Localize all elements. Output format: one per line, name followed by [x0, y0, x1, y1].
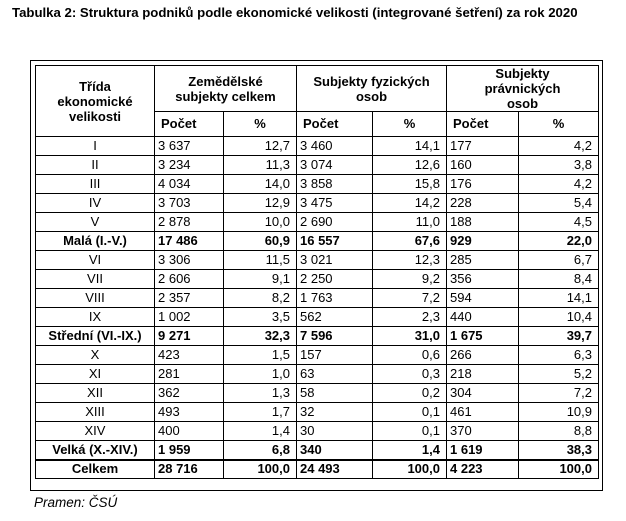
table-row: [36, 308, 599, 327]
header-group-natural: Subjekty fyzických osob: [297, 66, 447, 112]
class-cell: II: [36, 156, 155, 175]
count-cell: 4 034: [155, 175, 224, 194]
pct-cell: 1,5: [224, 346, 297, 365]
pct-cell: 1,4: [373, 441, 447, 460]
count-cell: 400: [155, 422, 224, 441]
count-cell: 370: [447, 422, 519, 441]
count-cell: 3 074: [297, 156, 373, 175]
table-frame: [30, 60, 603, 491]
count-cell: 304: [447, 384, 519, 403]
table-row: [36, 422, 599, 441]
table-row: [36, 194, 599, 213]
class-cell: Velká (X.-XIV.): [36, 441, 155, 460]
count-cell: 2 606: [155, 270, 224, 289]
count-cell: 440: [447, 308, 519, 327]
pct-cell: 14,0: [224, 175, 297, 194]
count-cell: 461: [447, 403, 519, 422]
caption-title: Struktura podniků podle ekonomické velikosti (integrované šetření) za rok 2020: [79, 5, 578, 20]
count-cell: 24 493: [297, 460, 373, 479]
pct-cell: 22,0: [519, 232, 599, 251]
count-cell: 218: [447, 365, 519, 384]
pct-cell: 60,9: [224, 232, 297, 251]
count-cell: 9 271: [155, 327, 224, 346]
pct-cell: 31,0: [373, 327, 447, 346]
table-row: [36, 251, 599, 270]
count-cell: 32: [297, 403, 373, 422]
count-cell: 423: [155, 346, 224, 365]
pct-cell: 0,2: [373, 384, 447, 403]
count-cell: 30: [297, 422, 373, 441]
pct-cell: 0,3: [373, 365, 447, 384]
pct-cell: 12,3: [373, 251, 447, 270]
count-cell: 228: [447, 194, 519, 213]
class-cell: VI: [36, 251, 155, 270]
pct-cell: 7,2: [373, 289, 447, 308]
pct-cell: 12,6: [373, 156, 447, 175]
count-cell: 28 716: [155, 460, 224, 479]
count-cell: 266: [447, 346, 519, 365]
class-cell: VII: [36, 270, 155, 289]
pct-cell: 1,3: [224, 384, 297, 403]
count-cell: 3 637: [155, 137, 224, 156]
pct-cell: 12,9: [224, 194, 297, 213]
count-cell: 3 234: [155, 156, 224, 175]
count-cell: 356: [447, 270, 519, 289]
pct-cell: 100,0: [519, 460, 599, 479]
pct-cell: 14,2: [373, 194, 447, 213]
count-cell: 362: [155, 384, 224, 403]
table-row-subtotal: [36, 460, 599, 479]
pct-cell: 67,6: [373, 232, 447, 251]
pct-cell: 9,1: [224, 270, 297, 289]
pct-cell: 1,4: [224, 422, 297, 441]
pct-cell: 10,9: [519, 403, 599, 422]
pct-cell: 8,8: [519, 422, 599, 441]
class-cell: IX: [36, 308, 155, 327]
count-cell: 16 557: [297, 232, 373, 251]
size-structure-table: [35, 65, 599, 479]
count-cell: 63: [297, 365, 373, 384]
count-cell: 562: [297, 308, 373, 327]
table-row: [36, 156, 599, 175]
pct-cell: 0,1: [373, 422, 447, 441]
count-cell: 177: [447, 137, 519, 156]
table-row: [36, 137, 599, 156]
class-cell: XIV: [36, 422, 155, 441]
class-cell: Malá (I.-V.): [36, 232, 155, 251]
pct-cell: 5,4: [519, 194, 599, 213]
class-cell: Celkem: [36, 460, 155, 479]
count-cell: 594: [447, 289, 519, 308]
table-row-subtotal: [36, 327, 599, 346]
count-cell: 160: [447, 156, 519, 175]
class-cell: Střední (VI.-IX.): [36, 327, 155, 346]
count-cell: 285: [447, 251, 519, 270]
pct-cell: 100,0: [224, 460, 297, 479]
pct-cell: 4,2: [519, 175, 599, 194]
count-cell: 188: [447, 213, 519, 232]
count-cell: 1 675: [447, 327, 519, 346]
header-group-total: Zemědělské subjekty celkem: [155, 66, 297, 112]
pct-cell: 15,8: [373, 175, 447, 194]
table-row: [36, 213, 599, 232]
pct-cell: 2,3: [373, 308, 447, 327]
table-row: [36, 346, 599, 365]
pct-cell: 39,7: [519, 327, 599, 346]
pct-cell: 8,4: [519, 270, 599, 289]
table-row: [36, 175, 599, 194]
count-cell: 2 690: [297, 213, 373, 232]
pct-cell: 6,3: [519, 346, 599, 365]
class-cell: X: [36, 346, 155, 365]
count-cell: 281: [155, 365, 224, 384]
pct-cell: 4,2: [519, 137, 599, 156]
count-cell: 2 250: [297, 270, 373, 289]
caption-label: Tabulka 2:: [12, 5, 77, 20]
count-cell: 7 596: [297, 327, 373, 346]
count-cell: 17 486: [155, 232, 224, 251]
pct-cell: 14,1: [519, 289, 599, 308]
pct-cell: 7,2: [519, 384, 599, 403]
pct-cell: 8,2: [224, 289, 297, 308]
source-note: Pramen: ČSÚ: [34, 495, 118, 510]
table-row: [36, 365, 599, 384]
class-cell: IV: [36, 194, 155, 213]
count-cell: 493: [155, 403, 224, 422]
pct-cell: 5,2: [519, 365, 599, 384]
pct-cell: 4,5: [519, 213, 599, 232]
count-cell: 929: [447, 232, 519, 251]
pct-cell: 0,1: [373, 403, 447, 422]
header-count: Počet: [297, 112, 373, 137]
count-cell: 157: [297, 346, 373, 365]
table-row: [36, 384, 599, 403]
count-cell: 3 021: [297, 251, 373, 270]
pct-cell: 11,5: [224, 251, 297, 270]
header-group-legal: Subjekty právnických osob: [447, 66, 599, 112]
class-cell: VIII: [36, 289, 155, 308]
pct-cell: 10,0: [224, 213, 297, 232]
count-cell: 58: [297, 384, 373, 403]
pct-cell: 3,8: [519, 156, 599, 175]
pct-cell: 11,0: [373, 213, 447, 232]
class-cell: XIII: [36, 403, 155, 422]
table-row-subtotal: [36, 232, 599, 251]
pct-cell: 3,5: [224, 308, 297, 327]
pct-cell: 32,3: [224, 327, 297, 346]
class-cell: XI: [36, 365, 155, 384]
table-row: [36, 289, 599, 308]
count-cell: 3 703: [155, 194, 224, 213]
pct-cell: 10,4: [519, 308, 599, 327]
pct-cell: 0,6: [373, 346, 447, 365]
table-row-subtotal: [36, 441, 599, 460]
class-cell: III: [36, 175, 155, 194]
header-count: Počet: [155, 112, 224, 137]
count-cell: 3 858: [297, 175, 373, 194]
table-caption: [12, 5, 612, 20]
header-count: Počet: [447, 112, 519, 137]
count-cell: 176: [447, 175, 519, 194]
count-cell: 2 878: [155, 213, 224, 232]
pct-cell: 12,7: [224, 137, 297, 156]
pct-cell: 1,0: [224, 365, 297, 384]
class-cell: XII: [36, 384, 155, 403]
pct-cell: 11,3: [224, 156, 297, 175]
pct-cell: 14,1: [373, 137, 447, 156]
pct-cell: 1,7: [224, 403, 297, 422]
count-cell: 3 475: [297, 194, 373, 213]
count-cell: 4 223: [447, 460, 519, 479]
count-cell: 3 306: [155, 251, 224, 270]
pct-cell: 6,7: [519, 251, 599, 270]
pct-cell: 6,8: [224, 441, 297, 460]
count-cell: 3 460: [297, 137, 373, 156]
class-cell: I: [36, 137, 155, 156]
pct-cell: 100,0: [373, 460, 447, 479]
header-pct: %: [224, 112, 297, 137]
header-pct: %: [373, 112, 447, 137]
count-cell: 1 619: [447, 441, 519, 460]
header-pct: %: [519, 112, 599, 137]
count-cell: 1 002: [155, 308, 224, 327]
class-cell: V: [36, 213, 155, 232]
pct-cell: 38,3: [519, 441, 599, 460]
count-cell: 1 959: [155, 441, 224, 460]
count-cell: 340: [297, 441, 373, 460]
count-cell: 2 357: [155, 289, 224, 308]
header-class: Třída ekonomické velikosti: [36, 66, 155, 137]
table-row: [36, 403, 599, 422]
pct-cell: 9,2: [373, 270, 447, 289]
count-cell: 1 763: [297, 289, 373, 308]
table-row: [36, 270, 599, 289]
